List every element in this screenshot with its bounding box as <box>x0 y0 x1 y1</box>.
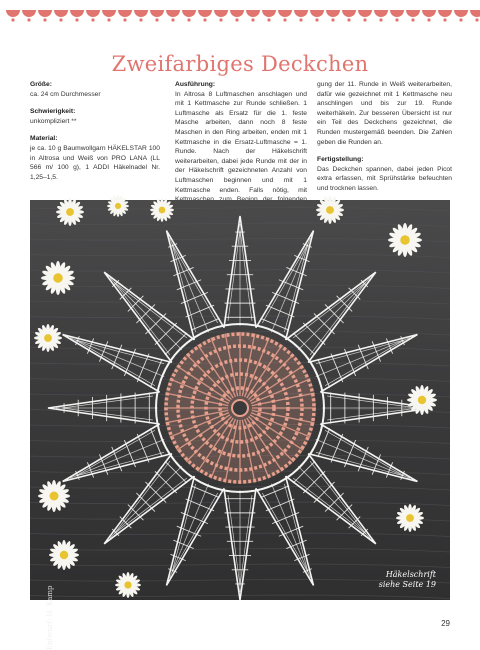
scallop <box>86 10 100 17</box>
instructions-continued-column <box>317 80 452 194</box>
info-column <box>30 80 160 190</box>
scallop <box>38 10 52 17</box>
daisy <box>115 572 141 598</box>
scallop <box>118 10 132 17</box>
border-dot <box>235 18 238 21</box>
border-dot <box>331 18 334 21</box>
scallop <box>230 10 244 17</box>
size-heading: Größe: <box>30 81 52 88</box>
scallop <box>422 10 436 17</box>
border-dot <box>427 18 430 21</box>
finishing-heading: Fertigstellung: <box>317 156 364 164</box>
scallop <box>22 10 36 17</box>
border-dot <box>459 18 462 21</box>
border-dot <box>107 18 110 21</box>
border-dot <box>379 18 382 21</box>
instructions-heading: Ausführung: <box>175 81 216 88</box>
daisy <box>38 480 70 512</box>
scallop <box>326 10 340 17</box>
scallop <box>214 10 228 17</box>
scallop <box>198 10 212 17</box>
difficulty-text: unkompliziert ** <box>30 117 77 125</box>
border-dot <box>251 18 254 21</box>
border-dot <box>171 18 174 21</box>
daisy <box>34 324 62 352</box>
border-dot <box>27 18 30 21</box>
border-dot <box>123 18 126 21</box>
border-dot <box>475 18 478 21</box>
border-dot <box>363 18 366 21</box>
border-dot <box>43 18 46 21</box>
page-number: 29 <box>441 619 450 628</box>
daisy <box>388 223 422 257</box>
instructions-continued-text: gung der 11. Runde in Weiß weiterarbeiten, dafür wie gezeichnet mit 1 Kettmasche neu anschlingen und bis zur 19. Runde weiterhäkeln. Zur besseren Übersicht ist nur ein Teil des Deckchens gezeichnet, die Runden mustergemäß beenden. Die Zahlen geben die Runden an. <box>317 81 452 146</box>
finishing-text: Das Deckchen spannen, dabei jeden Picot extra erfassen, mit Sprühstärke befeuchten und trocknen lassen. <box>317 165 452 192</box>
difficulty-heading: Schwierigkeit: <box>30 108 76 116</box>
scallop <box>342 10 356 17</box>
border-dot <box>155 18 158 21</box>
border-dot <box>283 18 286 21</box>
material-text: je ca. 10 g Baumwollgarn HÄKELSTAR 100 in Altrosa und Weiß von PRO LANA (LL 566 m/ 100 g), 1 ADDI Häkelnadel Nr. 1,25–1,5. <box>30 144 160 181</box>
scallop <box>262 10 276 17</box>
border-dot <box>139 18 142 21</box>
daisy <box>56 198 84 226</box>
scallop <box>246 10 260 17</box>
instructions-column <box>175 80 307 214</box>
scallop <box>438 10 452 17</box>
border-dot <box>11 18 14 21</box>
scallop <box>374 10 388 17</box>
border-dot <box>203 18 206 21</box>
border-dot <box>443 18 446 21</box>
border-dot <box>187 18 190 21</box>
daisy <box>49 540 79 570</box>
border-dot <box>75 18 78 21</box>
daisy <box>150 198 174 222</box>
size-text: ca. 24 cm Durchmesser <box>30 90 101 98</box>
instructions-text: In Altrosa 8 Luftmaschen anschlagen und mit 1 Kettmasche zur Runde schließen. 1 Luftmasche als Ersatz für die 1. feste Masche arbeiten, dann noch 8 feste Maschen in den Ring arbeiten, enden mit 1 Kettmasche in die Ersatz-Luftmasche = 1. Runde. Nach der Häkelschrift weiterarbeiten, dabei jede Runde mit der in der Häkelschrift gezeichneten Anzahl von Luftmaschen beginnen und mit 1 Kettmasche enden. Falls nötig, mit <box>175 90 307 194</box>
chart-reference-note <box>379 570 436 590</box>
border-dot <box>347 18 350 21</box>
scallop <box>102 10 116 17</box>
chart-reference-line-2: siehe Seite 19 <box>378 580 436 589</box>
border-dot <box>411 18 414 21</box>
page-title: Zweifarbiges Deckchen <box>111 52 369 76</box>
scallop <box>470 10 480 17</box>
scallop <box>358 10 372 17</box>
scallop <box>294 10 308 17</box>
border-dot <box>219 18 222 21</box>
scallop <box>278 10 292 17</box>
border-dot <box>315 18 318 21</box>
scallop <box>406 10 420 17</box>
scallop <box>54 10 68 17</box>
daisy <box>396 504 424 532</box>
crochet-doily <box>48 216 432 600</box>
scallop <box>6 10 20 17</box>
border-dot <box>267 18 270 21</box>
daisy <box>41 261 75 295</box>
scallop <box>150 10 164 17</box>
daisy <box>316 196 344 224</box>
doily-illustration <box>30 200 450 600</box>
scallop <box>70 10 84 17</box>
material-heading: Material: <box>30 135 58 143</box>
border-dot <box>299 18 302 21</box>
scallop <box>390 10 404 17</box>
scallop <box>310 10 324 17</box>
scallop <box>166 10 180 17</box>
chart-reference-line-1: Häkelschrift <box>385 570 436 579</box>
scallop-border <box>0 0 480 26</box>
daisy <box>107 195 129 217</box>
scallop <box>454 10 468 17</box>
photo-credit: Entwurf: H. Kamp <box>46 585 54 650</box>
border-dot <box>91 18 94 21</box>
border-dot <box>59 18 62 21</box>
scallop <box>182 10 196 17</box>
scallop <box>134 10 148 17</box>
border-dot <box>395 18 398 21</box>
